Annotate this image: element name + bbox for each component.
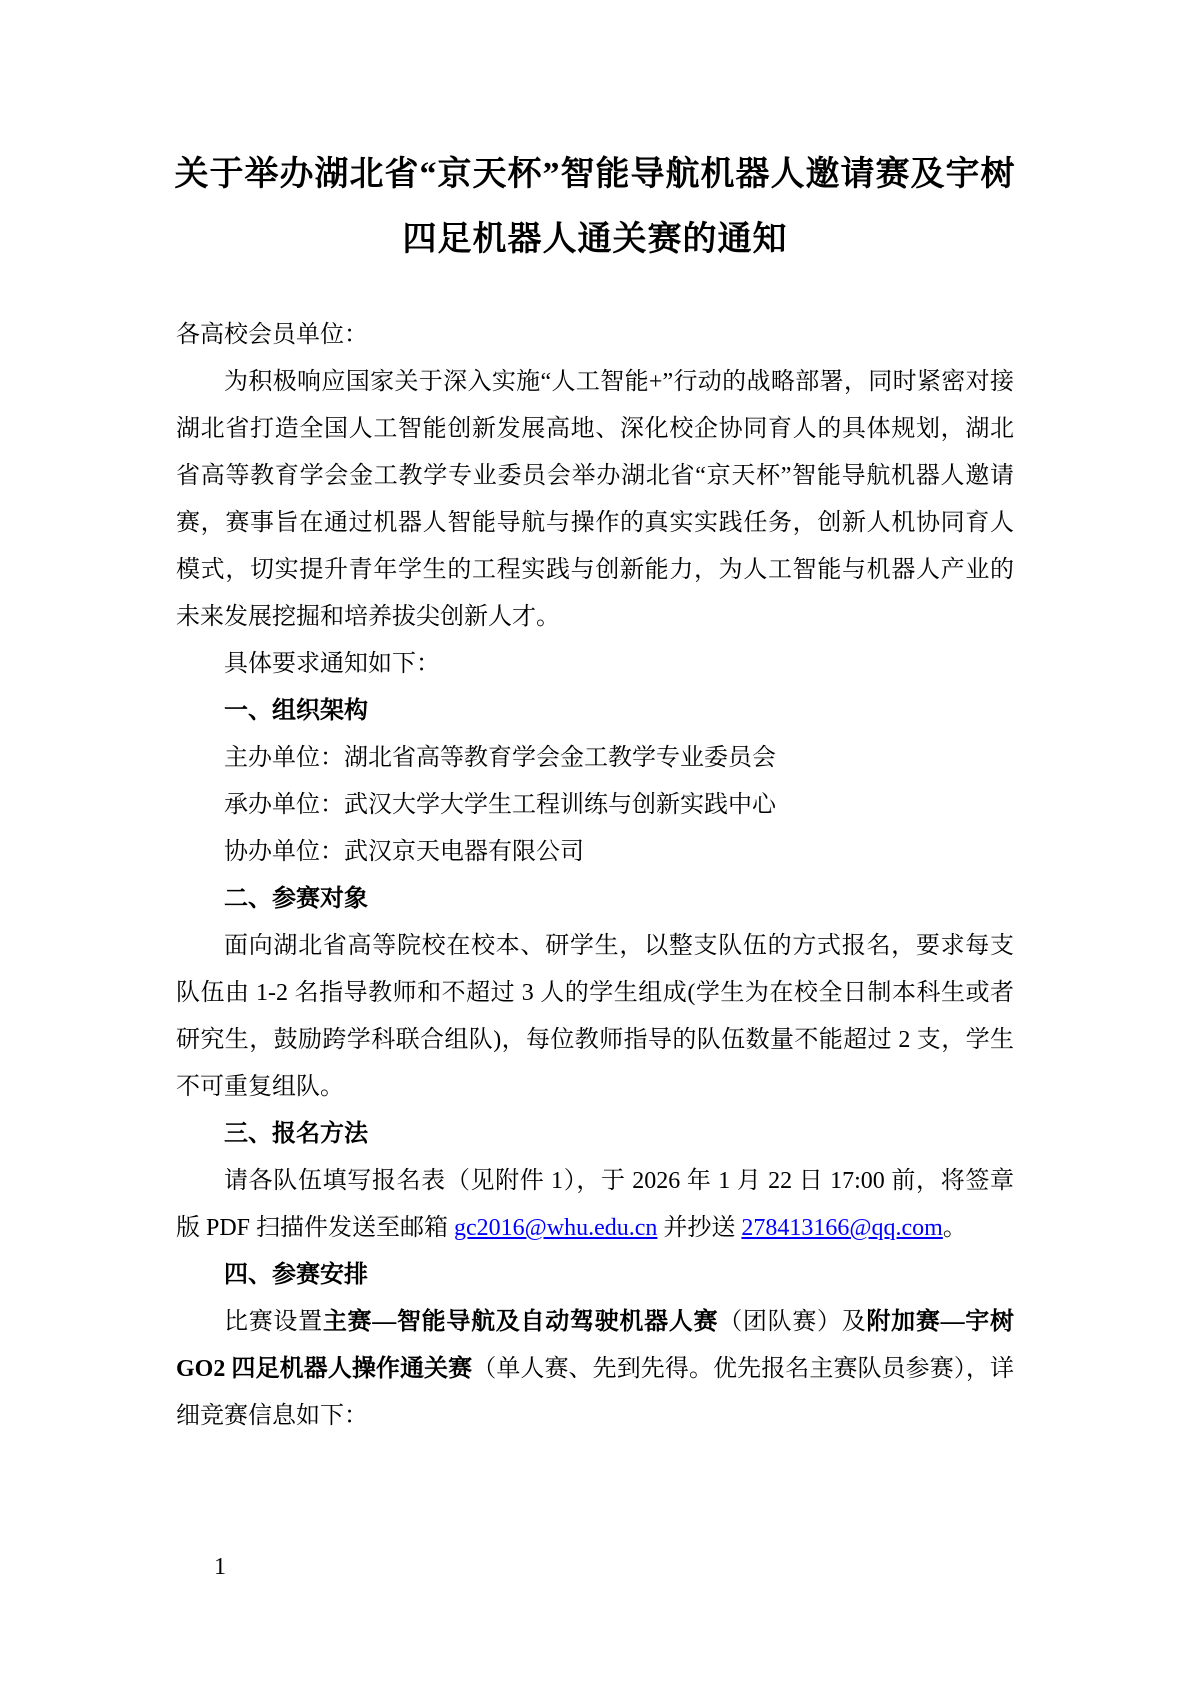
participants-paragraph: 面向湖北省高等院校在校本、研学生，以整支队伍的方式报名，要求每支队伍由 1-2 名指导教师和不超过 3 人的学生组成(学生为在校全日制本科生或者研究生，鼓励跨学科联合组队)，每位教师指导的队伍数量不能超过 2 支，学生不可重复组队。 [176, 933, 1014, 1100]
registration-text-before-email: 请各队伍填写报名表（见附件 1），于 2026 年 1 月 22 日 17:00 前，将签章版 PDF 扫描件发送至邮箱 [176, 1168, 1014, 1241]
page-number: 1 [214, 1554, 226, 1580]
section-heading-organization: 一、组织架构 [224, 698, 368, 724]
organization-co-organizer-line: 协办单位：武汉京天电器有限公司 [224, 839, 584, 865]
arrangement-paragraph [176, 1299, 1014, 1440]
registration-text-after-email: 。 [942, 1215, 967, 1241]
salutation: 各高校会员单位： [176, 322, 368, 348]
section-heading-participants: 二、参赛对象 [224, 886, 368, 912]
organization-host-line: 主办单位：湖北省高等教育学会金工教学专业委员会 [224, 745, 776, 771]
email-link-cc[interactable]: 278413166@qq.com [741, 1215, 943, 1241]
email-link-primary[interactable]: gc2016@whu.edu.cn [454, 1215, 658, 1241]
document-title [0, 0, 1190, 272]
document-title-line1: 关于举办湖北省“京天杯”智能导航机器人邀请赛及宇树 [174, 156, 1016, 193]
document-body [0, 312, 1190, 1440]
arrangement-text-2: （团队赛）及 [718, 1309, 867, 1335]
arrangement-extra-race-bold: 附加赛—宇树GO2 四足机器人操作通关赛 [176, 1309, 1015, 1382]
document-title-line2: 四足机器人通关赛的通知 [402, 221, 788, 258]
registration-text-between-emails: 并抄送 [657, 1215, 742, 1241]
organization-organizer-line: 承办单位：武汉大学大学生工程训练与创新实践中心 [224, 792, 776, 818]
section-heading-registration: 三、报名方法 [224, 1121, 368, 1147]
registration-paragraph [176, 1158, 1014, 1252]
arrangement-text-3: （单人赛、先到先得。优先报名主赛队员参赛），详细竞赛信息如下： [176, 1356, 1015, 1429]
arrangement-main-race-bold: 主赛—智能导航及自动驾驶机器人赛 [322, 1309, 719, 1335]
section-heading-arrangement: 四、参赛安排 [224, 1262, 368, 1288]
lead-in-line: 具体要求通知如下： [224, 651, 440, 677]
arrangement-text-1: 比赛设置 [224, 1309, 323, 1335]
intro-paragraph: 为积极响应国家关于深入实施“人工智能+”行动的战略部署，同时紧密对接湖北省打造全国人工智能创新发展高地、深化校企协同育人的具体规划，湖北省高等教育学会金工教学专业委员会举办湖北省“京天杯”智能导航机器人邀请赛，赛事旨在通过机器人智能导航与操作的真实实践任务，创新人机协同育人模式，切实提升青年学生的工程实践与创新能力，为人工智能与机器人产业的未来发展挖掘和培养拔尖创新人才。 [176, 369, 1014, 630]
